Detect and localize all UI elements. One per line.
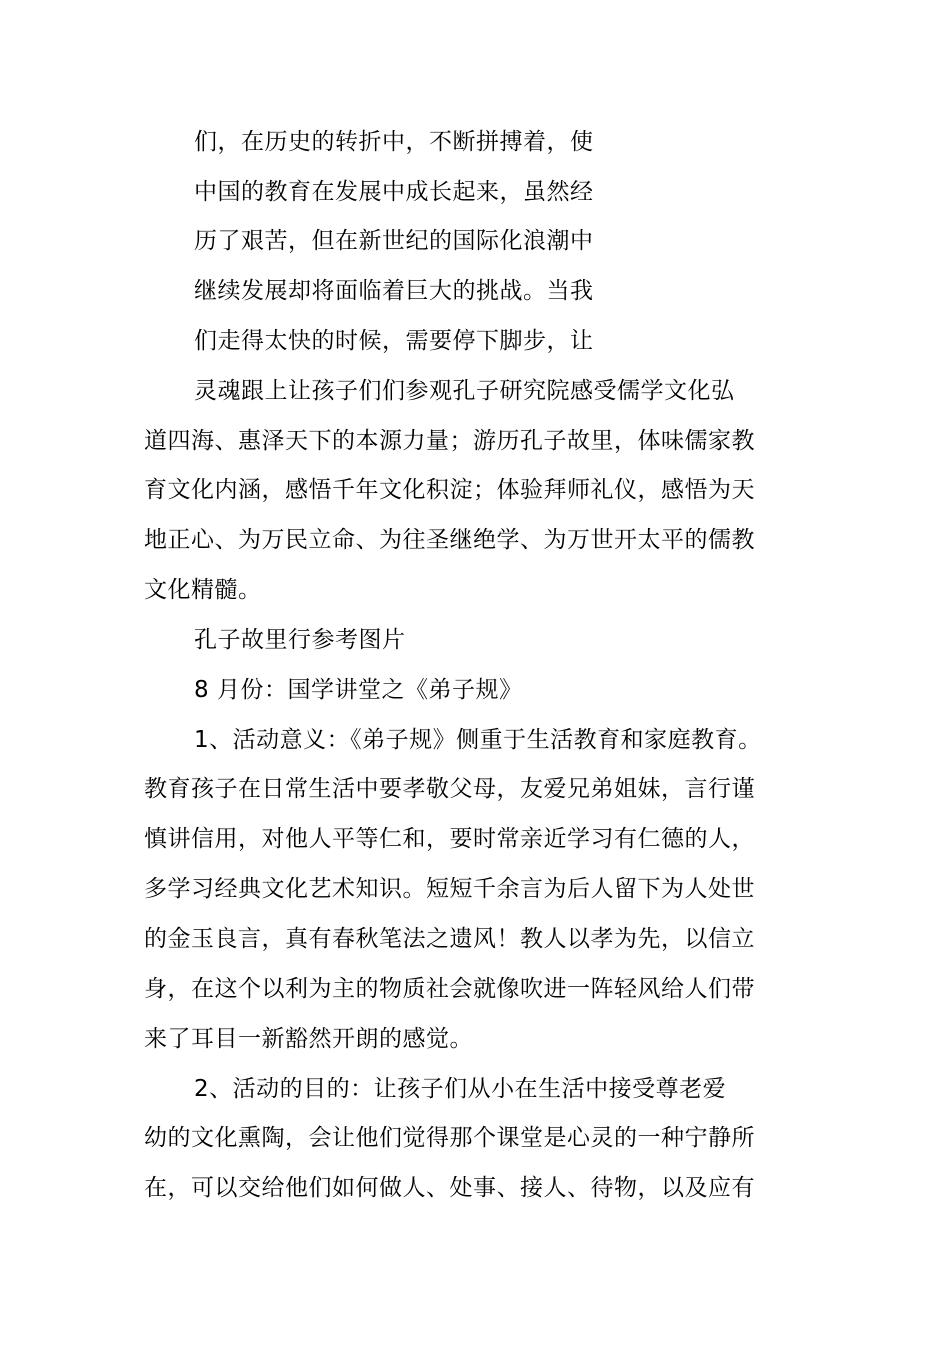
section-heading: 孔子故里行参考图片: [194, 627, 406, 653]
section-heading: 8 月份：国学讲堂之《弟子规》: [194, 677, 523, 703]
text-line: 慎讲信用，对他人平等仁和，要时常亲近学习有仁德的人，: [144, 826, 755, 852]
text-line: 教育孩子在日常生活中要孝敬父母，友爱兄弟姐妹，言行谨: [144, 776, 755, 802]
text-line: 1、活动意义：《弟子规》侧重于生活教育和家庭教育。: [194, 727, 762, 753]
text-line: 2、活动的目的：让孩子们从小在生活中接受尊老爱: [194, 1076, 727, 1102]
text-line: 文化精髓。: [144, 577, 262, 603]
text-line: 的金玉良言，真有春秋笔法之遗风！教人以孝为先，以信立: [144, 926, 755, 952]
text-line: 中国的教育在发展中成长起来，虽然经: [194, 179, 594, 205]
text-line: 身，在这个以利为主的物质社会就像吹进一阵轻风给人们带: [144, 976, 755, 1002]
text-line: 地正心、为万民立命、为往圣继绝学、为万世开太平的儒教: [144, 527, 755, 553]
text-line: 幼的文化熏陶，会让他们觉得那个课堂是心灵的一种宁静所: [144, 1125, 755, 1151]
text-line: 们，在历史的转折中，不断拼搏着，使: [194, 129, 594, 155]
text-line: 们走得太快的时候，需要停下脚步，让: [194, 328, 594, 354]
text-line: 在，可以交给他们如何做人、处事、接人、待物，以及应有: [144, 1175, 755, 1201]
text-line: 历了艰苦，但在新世纪的国际化浪潮中: [194, 228, 594, 254]
text-line: 多学习经典文化艺术知识。短短千余言为后人留下为人处世: [144, 876, 755, 902]
text-line: 道四海、惠泽天下的本源力量；游历孔子故里，体味儒家教: [144, 428, 755, 454]
text-line: 来了耳目一新豁然开朗的感觉。: [144, 1026, 473, 1052]
text-line: 灵魂跟上让孩子们们参观孔子研究院感受儒学文化弘: [194, 378, 735, 404]
text-line: 育文化内涵，感悟千年文化积淀；体验拜师礼仪，感悟为天: [144, 477, 755, 503]
text-line: 继续发展却将面临着巨大的挑战。当我: [194, 278, 594, 304]
